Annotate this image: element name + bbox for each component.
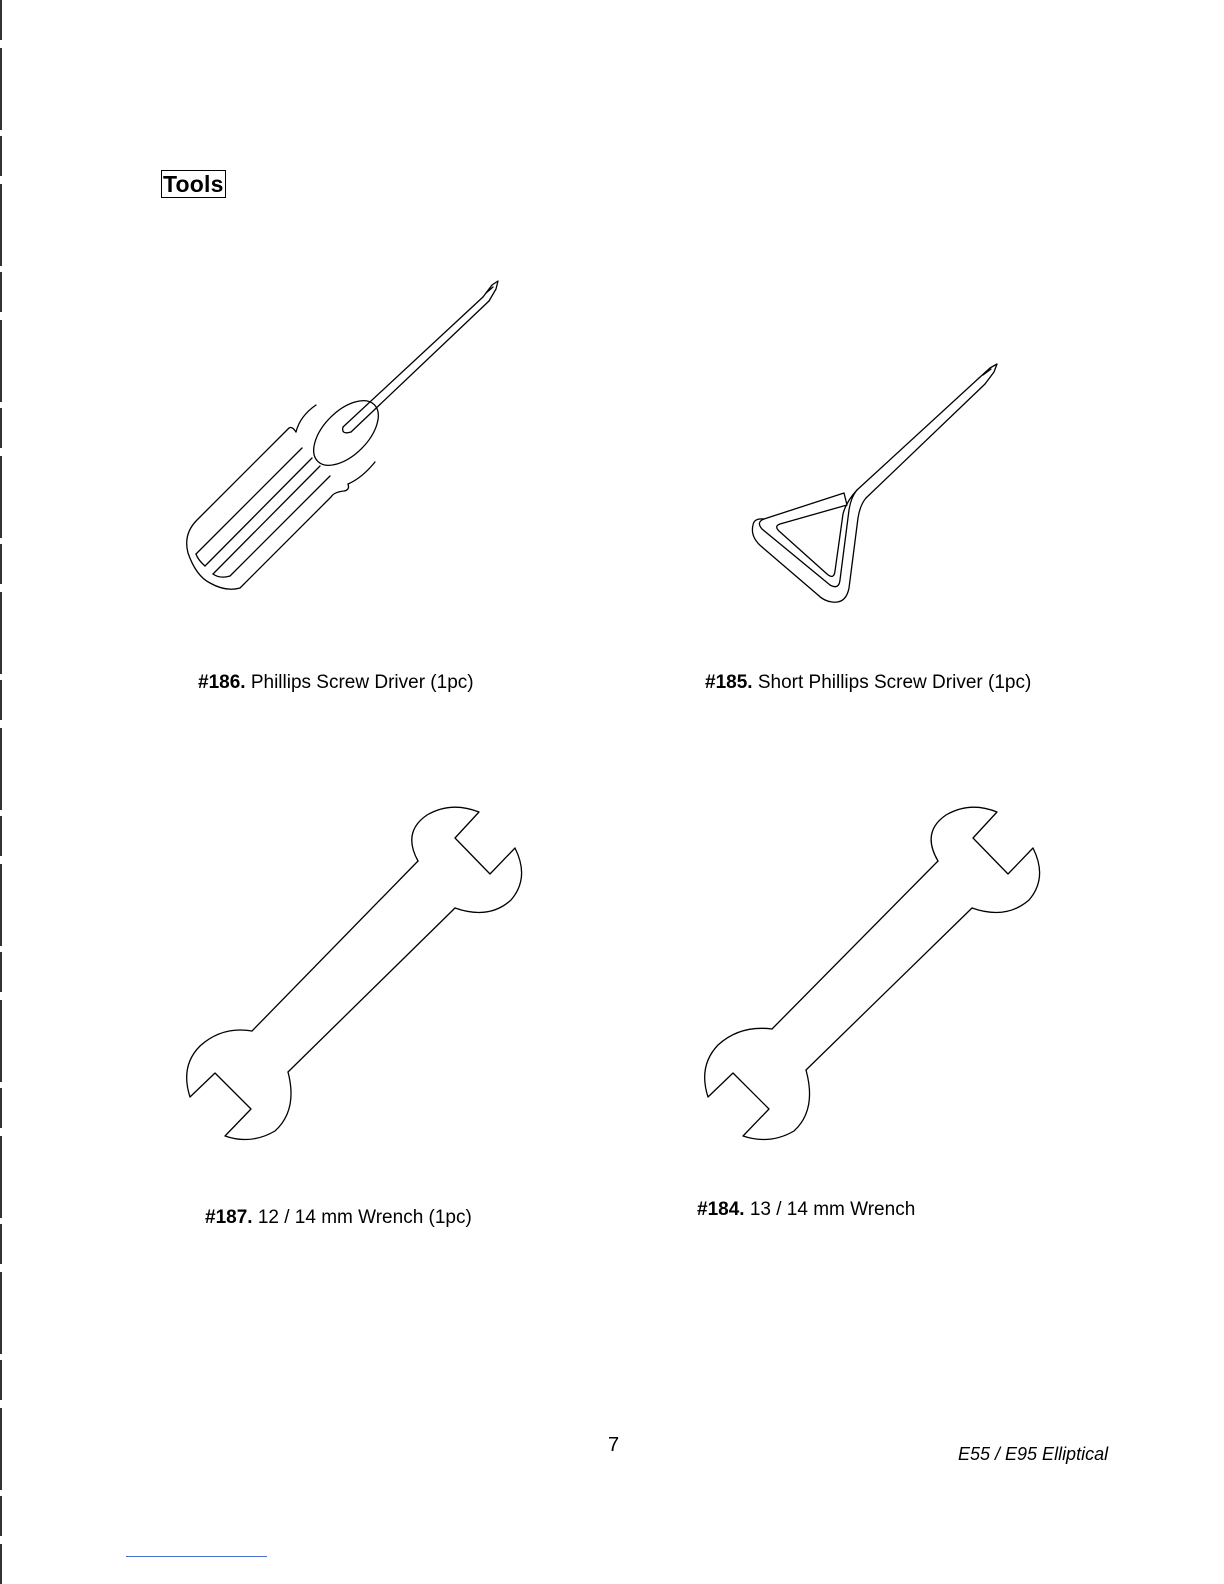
part-number: #184. — [697, 1199, 745, 1220]
tool-name: Phillips Screw Driver (1pc) — [250, 672, 474, 693]
open-end-wrench-icon — [698, 800, 1048, 1150]
footer-model-name: E55 / E95 Elliptical — [958, 1444, 1109, 1464]
part-number: #185. — [705, 672, 753, 693]
phillips-screwdriver-illustration — [180, 272, 510, 602]
tool-name: 12 / 14 mm Wrench (1pc) — [257, 1207, 472, 1228]
tool-name: 13 / 14 mm Wrench — [749, 1199, 916, 1220]
wrench-12-14-illustration — [180, 800, 530, 1150]
page-edge-scan-line — [0, 0, 2, 1584]
wrench-13-14-illustration — [698, 800, 1048, 1150]
section-title: Tools — [163, 171, 224, 197]
tool-caption — [198, 672, 474, 694]
page-number: 7 — [608, 1434, 620, 1456]
short-phillips-screwdriver-illustration — [748, 356, 1008, 611]
tool-caption — [705, 672, 1031, 694]
part-number: #186. — [198, 672, 246, 693]
short-phillips-screwdriver-icon — [748, 356, 1008, 611]
tool-caption — [205, 1207, 472, 1229]
tool-caption — [697, 1199, 915, 1221]
open-end-wrench-icon — [180, 800, 530, 1150]
part-number: #187. — [205, 1207, 253, 1228]
tool-name: Short Phillips Screw Driver (1pc) — [757, 672, 1032, 693]
bottom-rule — [126, 1556, 267, 1557]
phillips-screwdriver-icon — [180, 272, 510, 602]
